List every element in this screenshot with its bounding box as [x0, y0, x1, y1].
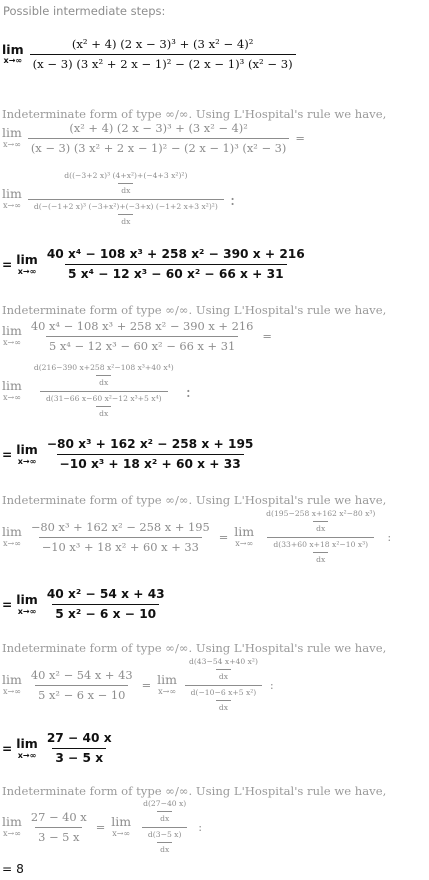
step5-line — [2, 800, 429, 854]
lim-word: lim — [2, 814, 22, 830]
dx-label: dx — [96, 375, 111, 387]
equals-sign: = — [2, 257, 13, 272]
lim-word: lim — [16, 592, 38, 608]
lim-word: lim — [16, 442, 38, 458]
lim-sub: x→∞ — [17, 750, 37, 760]
step4-deriv-num: d(43−54 x+40 x²) — [188, 657, 258, 666]
original-numerator: (x² + 4) (2 x − 3)³ + (3 x² − 4)² — [71, 37, 254, 51]
lim-sub: x→∞ — [158, 686, 176, 696]
colon: : — [229, 189, 236, 209]
step3-line — [2, 510, 429, 564]
step3-numerator: −80 x³ + 162 x² − 258 x + 195 — [30, 520, 210, 535]
step1-derivative — [2, 172, 429, 226]
step5-numerator: 27 − 40 x — [30, 810, 87, 825]
lim-word: lim — [2, 378, 22, 394]
colon: : — [198, 820, 203, 835]
step1-deriv-den: d(−(−1+2 x)³ (−3+x²)+(−3+x) (−1+2 x+3 x²)²) — [33, 201, 218, 211]
step3-deriv-num: d(195−258 x+162 x²−80 x³) — [266, 509, 376, 518]
lim-sub: x→∞ — [2, 139, 21, 149]
lim-sub: x→∞ — [2, 200, 21, 210]
dx-label: dx — [313, 552, 328, 564]
dx-label: dx — [313, 521, 328, 533]
dx-label: dx — [118, 183, 133, 195]
lim-word: lim — [157, 672, 177, 688]
step4-denominator: 5 x² − 6 x − 10 — [35, 685, 128, 702]
step1-deriv-num: d((−3+2 x)³ (4+x²)+(−4+3 x²)²) — [64, 171, 188, 180]
colon: : — [269, 678, 274, 693]
step5-deriv-num: d(27−40 x) — [143, 799, 187, 808]
lim-sub: x→∞ — [2, 392, 21, 402]
equals-sign: = — [141, 678, 152, 693]
lim-word: lim — [16, 736, 38, 752]
step3-denominator: −10 x³ + 18 x² + 60 x + 33 — [39, 537, 202, 554]
lim-word: lim — [2, 41, 24, 57]
step2-result — [2, 438, 429, 472]
step1-result — [2, 248, 429, 282]
step4-result — [2, 732, 429, 766]
lim-word: lim — [2, 672, 22, 688]
step2-numerator: 40 x⁴ − 108 x³ + 258 x² − 390 x + 216 — [30, 319, 254, 333]
equals-sign: = — [295, 131, 305, 146]
step4-numerator: 40 x² − 54 x + 43 — [30, 668, 133, 683]
step1-result-num: 40 x⁴ − 108 x³ + 258 x² − 390 x + 216 — [46, 247, 305, 261]
lim-sub: x→∞ — [2, 828, 21, 838]
step1-result-den: 5 x⁴ − 12 x³ − 60 x² − 66 x + 31 — [65, 264, 287, 281]
lhopital-note-5: Indeterminate form of type ∞/∞. Using L'Hospital's rule we have, — [2, 784, 387, 798]
step4-deriv-den: d(−10−6 x+5 x²) — [190, 687, 257, 697]
lim-sub: x→∞ — [2, 337, 21, 347]
step2-denominator: 5 x⁴ − 12 x³ − 60 x² − 66 x + 31 — [46, 336, 238, 353]
equals-sign: = — [95, 820, 106, 835]
lhopital-note-2: Indeterminate form of type ∞/∞. Using L'Hospital's rule we have, — [2, 303, 387, 317]
lim-word: lim — [234, 524, 255, 540]
lim-sub: x→∞ — [17, 456, 37, 466]
lim-word: lim — [2, 125, 22, 141]
lim-word: lim — [2, 323, 22, 339]
equals-sign: = — [2, 741, 13, 756]
step5-deriv-den: d(3−5 x) — [147, 829, 182, 839]
lhopital-note-1: Indeterminate form of type ∞/∞. Using L'Hospital's rule we have, — [2, 107, 387, 121]
steps-title: Possible intermediate steps: — [3, 4, 166, 18]
original-limit — [2, 38, 429, 71]
lim-word: lim — [2, 524, 22, 540]
step3-deriv-den: d(33+60 x+18 x²−10 x³) — [273, 539, 369, 549]
step4-result-den: 3 − 5 x — [52, 748, 106, 765]
lim-sub: x→∞ — [2, 686, 21, 696]
lhopital-note-4: Indeterminate form of type ∞/∞. Using L'Hospital's rule we have, — [2, 641, 387, 655]
step4-line — [2, 658, 429, 712]
lim-word: lim — [111, 814, 132, 830]
step2-deriv-num: d(216−390 x+258 x²−108 x³+40 x⁴) — [33, 363, 174, 372]
step3-result-num: 40 x² − 54 x + 43 — [46, 587, 165, 601]
dx-label: dx — [157, 811, 172, 823]
equals-sign: = — [218, 530, 229, 545]
colon: : — [185, 381, 192, 401]
step2-restated — [2, 320, 429, 352]
step2-result-num: −80 x³ + 162 x² − 258 x + 195 — [46, 437, 254, 451]
lim-sub: x→∞ — [17, 606, 37, 616]
lim-sub: x→∞ — [3, 56, 23, 65]
step5-denominator: 3 − 5 x — [35, 827, 82, 844]
lim-sub: x→∞ — [235, 538, 254, 548]
lim-word: lim — [2, 186, 22, 202]
equals-sign: = — [262, 329, 272, 344]
step2-deriv-den: d(31−66 x−60 x²−12 x³+5 x⁴) — [45, 393, 162, 403]
dx-label: dx — [96, 406, 111, 418]
dx-label: dx — [216, 700, 231, 712]
step3-result-den: 5 x² − 6 x − 10 — [52, 604, 159, 621]
lim-word: lim — [16, 252, 38, 268]
lim-sub: x→∞ — [112, 828, 131, 838]
original-denominator: (x − 3) (3 x² + 2 x − 1)² − (2 x − 1)³ (x² − 3) — [30, 54, 296, 71]
lim-sub: x→∞ — [17, 266, 37, 276]
step1-restated — [2, 122, 429, 154]
equals-sign: = — [2, 447, 13, 462]
step1-numerator: (x² + 4) (2 x − 3)³ + (3 x² − 4)² — [69, 121, 248, 135]
lhopital-note-3: Indeterminate form of type ∞/∞. Using L'Hospital's rule we have, — [2, 493, 387, 507]
step1-denominator: (x − 3) (3 x² + 2 x − 1)² − (2 x − 1)³ (x² − 3) — [28, 138, 289, 155]
step4-result-num: 27 − 40 x — [46, 731, 112, 745]
colon: : — [387, 530, 392, 545]
step3-result — [2, 588, 429, 622]
dx-label: dx — [157, 842, 172, 854]
final-answer: = 8 — [2, 862, 24, 876]
dx-label: dx — [118, 214, 133, 226]
step2-result-den: −10 x³ + 18 x² + 60 x + 33 — [57, 454, 244, 471]
lim-sub: x→∞ — [2, 538, 21, 548]
dx-label: dx — [216, 669, 231, 681]
equals-sign: = — [2, 597, 13, 612]
step2-derivative — [2, 364, 429, 418]
